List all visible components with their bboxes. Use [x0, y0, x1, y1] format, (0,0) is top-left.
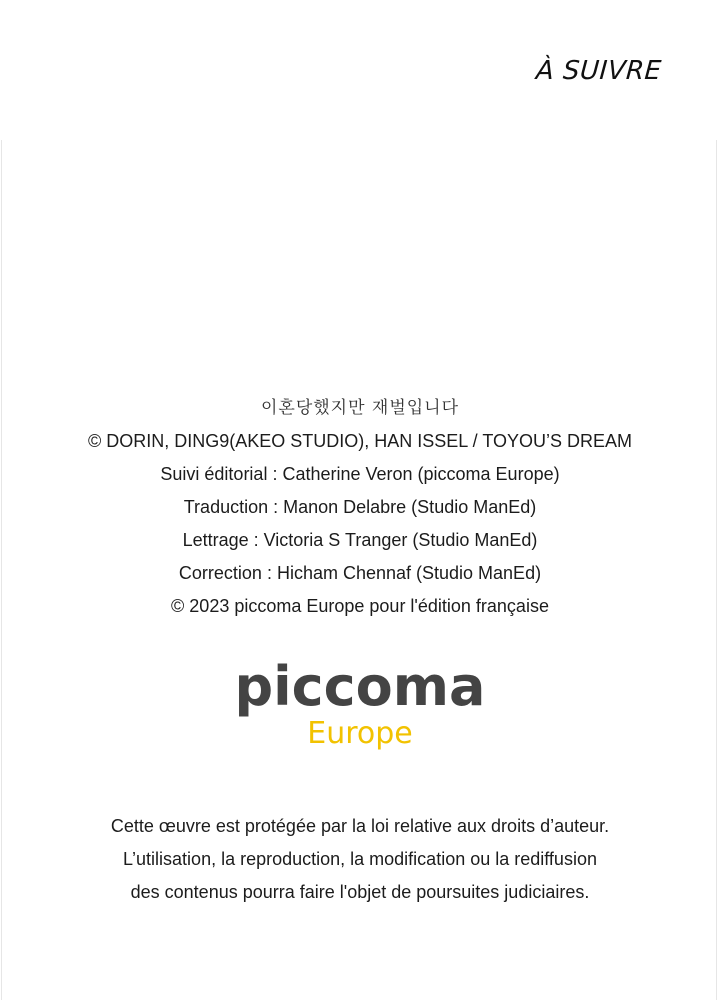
legal-notice-line: Cette œuvre est protégée par la loi relative aux droits d’auteur. — [110, 816, 610, 836]
to-be-continued-label: À SUIVRE — [535, 56, 664, 86]
logo-region-text: Europe — [307, 716, 413, 751]
legal-notice-line: L’utilisation, la reproduction, la modification ou la rediffusion — [123, 849, 597, 869]
translation-credit: Traduction : Manon Delabre (Studio ManEd) — [183, 497, 537, 517]
credits-block — [0, 392, 720, 623]
original-title: 이혼당했지만 재벌입니다 — [260, 398, 460, 418]
top-banner — [0, 0, 720, 140]
legal-notice — [0, 810, 720, 909]
piccoma-europe-logo — [0, 652, 720, 752]
copyright-authors: © DORIN, DING9(AKEO STUDIO), HAN ISSEL / TOYOU’S DREAM — [87, 431, 633, 451]
edition-copyright: © 2023 piccoma Europe pour l'édition française — [171, 596, 549, 616]
editorial-credit: Suivi éditorial : Catherine Veron (piccoma Europe) — [160, 464, 560, 484]
logo-brand-text: piccoma — [234, 655, 486, 718]
lettering-credit: Lettrage : Victoria S Tranger (Studio ManEd) — [182, 530, 538, 550]
legal-notice-line: des contenus pourra faire l'objet de poursuites judiciaires. — [130, 882, 590, 902]
correction-credit: Correction : Hicham Chennaf (Studio ManEd) — [178, 563, 542, 583]
